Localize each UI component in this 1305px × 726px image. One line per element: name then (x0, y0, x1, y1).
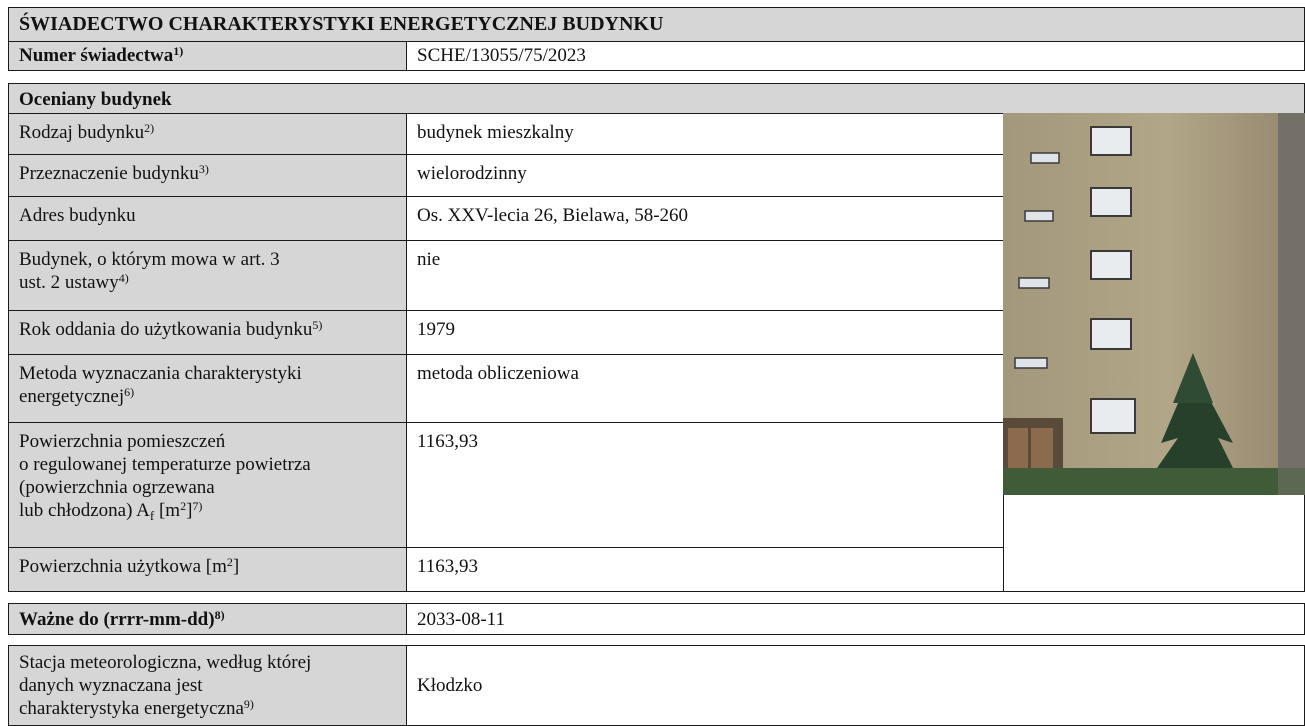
footnote-ref: 4) (118, 271, 129, 285)
row-label-text: ust. 2 ustawy (19, 272, 119, 293)
valid-until-label (8, 603, 408, 635)
row-label-text: Budynek, o którym mowa w art. 3 (19, 249, 280, 270)
row-label-text: (powierzchnia ogrzewana (19, 477, 215, 498)
unit-superscript: 2 (180, 499, 187, 513)
row-label-text: lub chłodzona) A (19, 500, 150, 521)
row-usable-area-value (406, 547, 1005, 592)
row-label-text: o regulowanej temperaturze powietrza (19, 454, 311, 475)
row-label-text: Rodzaj budynku (19, 122, 145, 143)
row-label-text: Adres budynku (19, 205, 136, 226)
station-label-text: danych wyznaczana jest (19, 675, 203, 696)
building-photo (1003, 113, 1305, 495)
building-photo-image (1003, 113, 1305, 495)
footnote-ref: 5) (312, 318, 323, 332)
row-method-label (8, 354, 408, 424)
certificate-number-value (406, 41, 1305, 71)
row-value-text: wielorodzinny (417, 163, 527, 184)
row-year-label (8, 310, 408, 356)
row-value-text: metoda obliczeniowa (417, 363, 579, 384)
certificate-number-label-text: Numer świadectwa (19, 45, 174, 66)
row-address-label (8, 196, 408, 242)
row-value-text: budynek mieszkalny (417, 122, 574, 143)
certificate-number-label (8, 41, 408, 71)
footnote-ref: 6) (124, 385, 135, 399)
row-label-text: Powierzchnia pomieszczeń (19, 431, 226, 452)
valid-until-label-text: Ważne do (rrrr-mm-dd) (19, 609, 215, 630)
footnote-ref: 7) (192, 499, 203, 513)
valid-until-value-text: 2033-08-11 (417, 609, 505, 630)
document-title-text: ŚWIADECTWO CHARAKTERYSTYKI ENERGETYCZNEJ BUDYNKU (19, 13, 664, 35)
row-value-text: Os. XXV-lecia 26, Bielawa, 58-260 (417, 205, 689, 226)
row-value-text: nie (417, 249, 441, 270)
unit-text: [m (154, 500, 181, 521)
row-label-text: Rok oddania do użytkowania budynku (19, 319, 313, 340)
footnote-ref: 1) (173, 44, 184, 58)
subscript: f (149, 508, 155, 523)
station-label-text: charakterystyka energetyczna (19, 698, 244, 719)
unit-text: ] (186, 500, 193, 521)
station-label (8, 645, 408, 726)
row-value-text: 1979 (417, 319, 455, 340)
footnote-ref: 8) (214, 608, 225, 622)
row-art3-value (406, 240, 1005, 312)
section-heading (8, 83, 1305, 115)
footnote-ref: 3) (198, 162, 209, 176)
station-value-text: Kłodzko (417, 675, 483, 696)
row-heated-area-value (406, 422, 1005, 549)
row-value-text: 1163,93 (417, 431, 479, 452)
row-value-text: 1163,93 (417, 556, 479, 577)
row-label-text: Metoda wyznaczania charakterystyki (19, 363, 302, 384)
footnote-ref: 9) (243, 697, 254, 711)
row-label-text: energetycznej (19, 386, 125, 407)
row-usable-area-label (8, 547, 408, 592)
row-label-text: Powierzchnia użytkowa [m (19, 556, 227, 577)
row-art3-label (8, 240, 408, 312)
section-heading-text: Oceniany budynek (19, 89, 172, 110)
certificate-number-value-text: SCHE/13055/75/2023 (417, 45, 586, 66)
footnote-ref: 2) (144, 121, 155, 135)
station-label-text: Stacja meteorologiczna, według której (19, 652, 312, 673)
row-building-purpose-value (406, 154, 1005, 198)
row-building-type-label (8, 113, 408, 156)
valid-until-value (406, 603, 1305, 635)
row-method-value (406, 354, 1005, 424)
row-year-value (406, 310, 1005, 356)
row-heated-area-label (8, 422, 408, 549)
row-building-type-value (406, 113, 1005, 156)
row-address-value (406, 196, 1005, 242)
station-value (406, 645, 1305, 726)
unit-text: ] (232, 556, 240, 577)
unit-superscript: 2 (226, 555, 233, 569)
row-label-text: Przeznaczenie budynku (19, 163, 199, 184)
row-building-purpose-label (8, 154, 408, 198)
document-title (8, 7, 1305, 43)
